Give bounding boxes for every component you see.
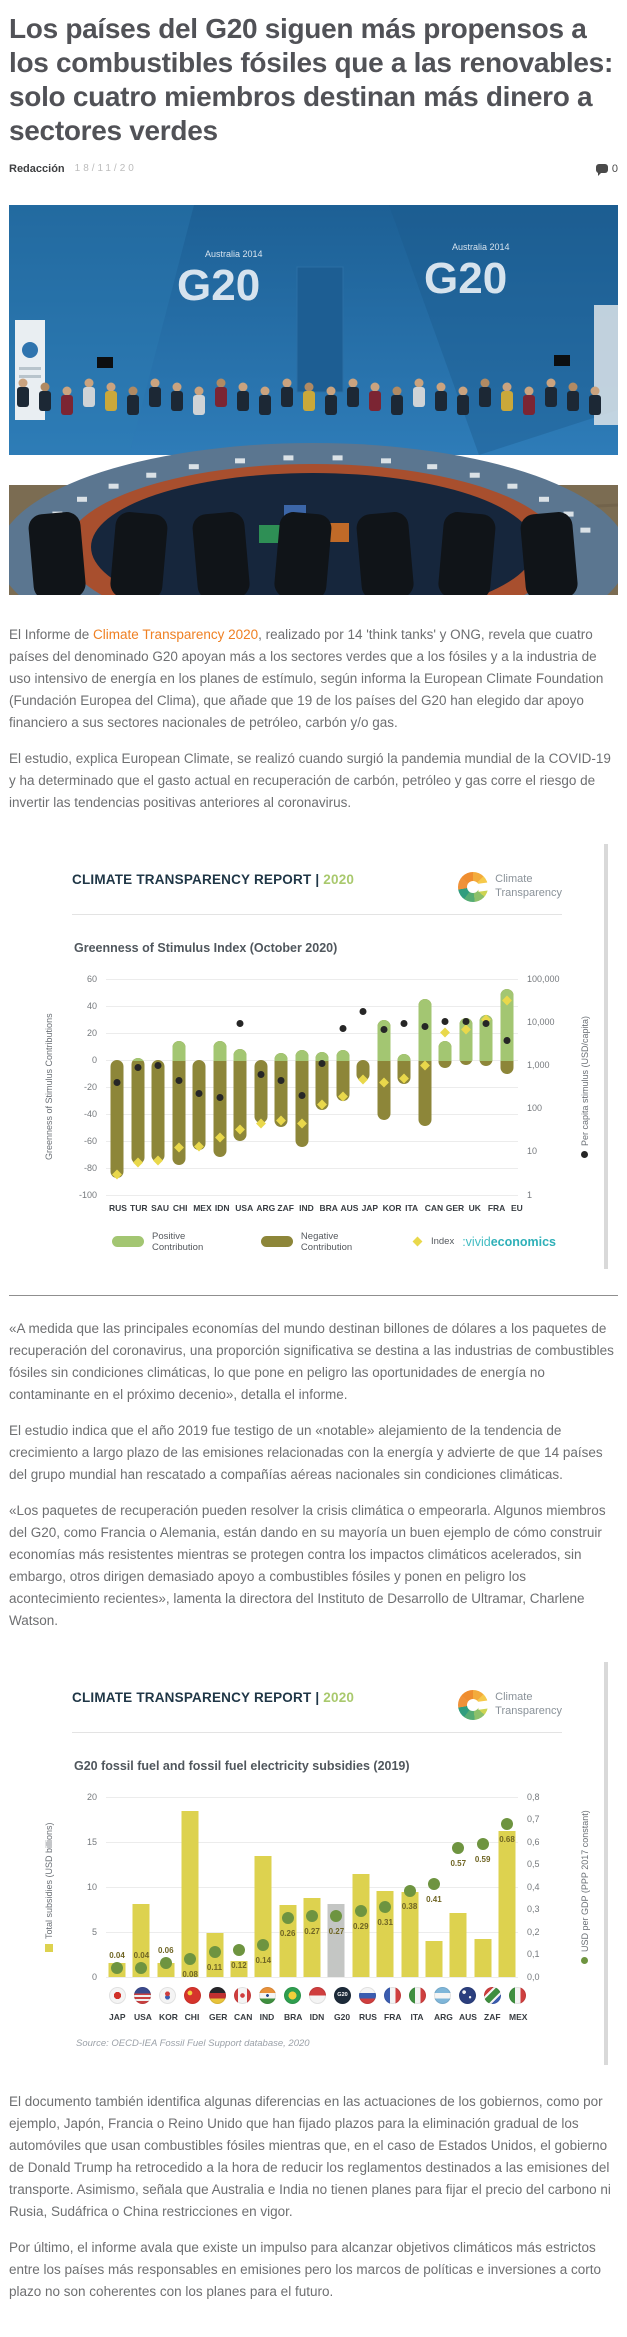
publish-date: 18/11/20 [74,163,137,175]
flag-cell [109,1987,125,2004]
flag-cell [234,1987,250,2004]
gdp-ratio-dot [477,1838,489,1850]
bar-columns [106,979,518,1195]
y-axis-label-right: USD per GDP (PPP 2017 constant) [580,1797,590,1977]
svg-text:G20: G20 [424,253,508,303]
climate-transparency-logo [458,1690,562,1720]
subsidy-bar [474,1939,491,1977]
per-capita-dot [196,1090,203,1097]
contribution-bar [377,1020,390,1120]
x-axis-label: ZAF [484,2011,501,2022]
paragraph-text: , realizado por 14 'think tanks' y ONG, revela que cuatro países del denominado G20 apoyan más a los sectores verdes que a los fósiles y a la industria de uso intensivo de energía en los planes de estímulo, según informa la European Climate Foundation (Fundación Europea del Clima), que añade que 19 de los países del G20 han elegido dar apoyo financiero a sus sectores nacionales de petróleo, carbón y/o gas. [9,626,604,730]
bar-column-CAN [231,1797,247,1977]
y-axis-tick: 100,000 [527,973,560,984]
gdp-ratio-dot [501,1818,513,1830]
gdp-ratio-dot [282,1912,294,1924]
per-capita-dot [155,1062,162,1069]
bar-columns [106,1797,518,1977]
bar-column-G20 [328,1797,344,1977]
bar-column-ITA [402,1797,418,1977]
x-axis-labels [106,2012,528,2022]
positive-bar [131,1058,144,1060]
flag-ger-icon [209,1987,226,2004]
climate-transparency-link[interactable]: Climate Transparency 2020 [93,626,259,642]
x-axis-label: MEX [193,1202,212,1213]
y-axis-tick: 60 [86,973,97,984]
paragraph-4: El estudio indica que el año 2019 fue testigo de un «notable» alejamiento de la tendencia de crecimiento a largo plazo de las emisiones relacionadas con la energía y advierte de que 14 países del grupo mundial han rescatado a compañías aéreas nacionales sin condiciones climáticas. [9,1422,603,1482]
x-axis-label: ARG [434,2011,453,2022]
bar-column-JAP [355,979,371,1195]
climate-transparency-logo-text: Climate Transparency [495,1690,562,1717]
bar-column-RUS [109,979,125,1195]
flag-usa-icon [134,1987,151,2004]
paragraph-text: El Informe de [9,626,94,642]
x-axis-label: ITA [405,1202,419,1213]
bar-column-FRA [478,979,494,1195]
gdp-ratio-value: 0.04 [109,1950,125,1960]
report-header [72,872,562,915]
x-axis-label: ITA [410,2011,424,2022]
x-axis-label: TUR [130,1202,148,1213]
per-capita-dot [421,1023,428,1030]
x-axis-label: G20 [334,2011,351,2022]
x-axis-label: RUS [109,1202,127,1213]
subsidy-bar [425,1941,442,1977]
gdp-ratio-value: 0.14 [255,1956,272,1966]
flag-idn-icon [309,1987,326,2004]
bar-column-CAN [417,979,433,1195]
paragraph-1 [9,624,618,734]
flag-cell [384,1987,400,2004]
per-capita-dot [360,1008,367,1015]
y-axis-tick: 0 [91,1054,97,1065]
y-axis-tick: 10 [527,1146,538,1157]
contribution-bar [193,1060,206,1150]
bar-column-ARG [426,1797,442,1977]
gdp-ratio-value: 0.26 [279,1929,296,1939]
gdp-ratio-dot [209,1946,221,1958]
svg-text:Australia 2014: Australia 2014 [205,248,263,259]
per-capita-dot-icon [582,1151,589,1158]
positive-bar [234,1049,247,1061]
y-axis-label-left: Total subsidies (USD billions) [44,1797,54,1977]
y-axis-tick: 20 [86,1791,97,1802]
gdp-ratio-dot [135,1962,147,1974]
flag-g20-icon: G20 [334,1987,351,2004]
x-axis-label: ARG [256,1202,276,1213]
y-axis-tick: 0,7 [527,1814,540,1825]
y-axis-tick: 0,3 [527,1904,540,1915]
per-capita-dot [216,1094,223,1101]
bar-column-AUS [335,979,351,1195]
flag-cell [134,1987,150,2004]
positive-bar [439,1041,452,1061]
contribution-bar [295,1050,308,1147]
negative-legend-icon [261,1236,293,1247]
flag-ind-icon [259,1987,276,2004]
svg-text:Australia 2014: Australia 2014 [452,241,510,252]
bar-column-UK [458,979,474,1195]
y-axis-tick: -20 [83,1081,97,1092]
bar-column-GER [437,979,453,1195]
photo-wall [9,205,618,455]
x-axis-label: AUS [340,1202,359,1213]
bar-column-JAP [109,1797,125,1977]
y-axis-tick: 0,4 [527,1881,540,1892]
per-capita-dot [339,1025,346,1032]
bar-column-KOR [376,979,392,1195]
y-axis-tick: 1,000 [527,1060,550,1071]
per-capita-dot [134,1064,141,1071]
paragraph-3: «A medida que las principales economías del mundo destinan billones de dólares a los paquetes de recuperación del coronavirus, una proporción significativa se destina a las industrias de combustibles fósiles sin condiciones climáticas, lo que pone en peligro las oportunidades de energía no contaminante en el próximo decenio», detalla el informe. [9,1320,614,1402]
x-axis-label: KOR [382,1202,402,1213]
bar-column-MEX [191,979,207,1195]
y-axis-tick: 0,2 [527,1926,540,1937]
flag-cell [484,1987,500,2004]
per-capita-dot [114,1079,121,1086]
author: Redacción [9,162,65,175]
flag-cell [259,1987,275,2004]
chart-title: G20 fossil fuel and fossil fuel electricity subsidies (2019) [74,1758,410,1773]
bar-column-AUS [450,1797,466,1977]
greenness-chart-plot [44,973,590,1200]
chart-scrollbar[interactable] [604,844,608,1269]
y-axis-tick: 40 [86,1000,97,1011]
bar-column-IND [294,979,310,1195]
contribution-bar [439,1041,452,1068]
per-capita-dot [462,1018,469,1025]
bar-column-GER [207,1797,223,1977]
y-axis-tick: -40 [83,1108,97,1119]
gdp-ratio-dot [160,1957,172,1969]
bar-column-ARG [253,979,269,1195]
flag-mex-icon [509,1987,526,2004]
bar-column-ITA [396,979,412,1195]
y-axis-tick: 0,6 [527,1836,540,1847]
gdp-ratio-dot [404,1885,416,1897]
bar-column-ZAF [475,1797,491,1977]
per-capita-dot [503,1037,510,1044]
page-title: Los países del G20 siguen más propensos a los combustibles fósiles que a las renovables: solo cuatro miembros destinan más dinero a sectores verdes [9,13,613,147]
gdp-ratio-value: 0.27 [328,1926,345,1936]
bar-column-IND [255,1797,271,1977]
y-axis-tick: 1 [527,1189,533,1200]
contribution-bar [254,1060,267,1123]
subsidies-chart-plot [44,1791,590,1982]
index-diamond [440,1028,450,1038]
positive-legend-icon [112,1236,144,1247]
subsidy-bar [450,1913,467,1977]
positive-bar [295,1050,308,1060]
flag-cell [184,1987,200,2004]
paragraph-7: Por último, el informe avala que existe un impulso para alcanzar objetivos climáticos más estrictos entre los países más responsables en emisiones pero los marcos de políticas e inversiones a corto plazo no son coherentes con los planes para el futuro. [9,2239,602,2299]
gdp-ratio-value: 0.38 [401,1902,418,1912]
per-capita-dot [298,1092,305,1099]
gdp-ratio-value: 0.59 [474,1854,491,1864]
y-axis-tick: 20 [86,1027,97,1038]
chart-source: Source: OECD-IEA Fossil Fuel Support database, 2020 [76,2037,310,2049]
gdp-ratio-dot [452,1842,464,1854]
bar-column-CHI [182,1797,198,1977]
flag-cell [359,1987,375,2004]
chart-subsidies-card [36,1662,608,2065]
y-axis-tick: 0 [91,1971,97,1982]
gdp-ratio-value: 0.41 [426,1895,442,1905]
gridline [106,1195,518,1196]
x-axis-label: CAN [234,2011,253,2022]
gdp-ratio-dot [379,1901,391,1913]
x-axis-label: GER [445,1202,465,1213]
x-axis-label: IND [299,1202,314,1213]
per-capita-dot [380,1026,387,1033]
gdp-ratio-value: 0.29 [352,1922,369,1932]
x-axis-labels [106,1203,528,1213]
section-divider [9,1295,618,1296]
x-axis-label: FRA [384,2011,402,2022]
flag-fra-icon [384,1987,401,2004]
flag-rus-icon [359,1987,376,2004]
gdp-dot-icon [582,1957,589,1964]
y-axis-tick: 5 [91,1926,97,1937]
flag-can-icon [234,1987,251,2004]
positive-bar [398,1054,411,1060]
flag-cell [334,1987,350,2004]
x-axis-label: BRA [319,1202,338,1213]
climate-transparency-logo-icon [458,872,488,902]
flag-jap-icon [109,1987,126,2004]
flag-cell [509,1987,525,2004]
flag-cell [409,1987,425,2004]
y-axis-tick: -100 [78,1189,97,1200]
y-axis-tick: 100 [527,1103,543,1114]
report-title-text: CLIMATE TRANSPARENCY REPORT | [72,871,320,887]
x-axis-label: AUS [459,2011,477,2022]
bar-column-IDN [304,1797,320,1977]
y-axis-tick: 10,000 [527,1016,555,1027]
gdp-ratio-dot [184,1953,196,1965]
per-capita-dot [237,1020,244,1027]
chart-legend [112,1231,556,1253]
positive-bar [172,1041,185,1061]
gdp-ratio-dot [111,1962,123,1974]
article-photo [9,205,618,600]
chart-scrollbar[interactable] [604,1662,608,2065]
flag-cell [434,1987,450,2004]
per-capita-dot [442,1018,449,1025]
x-axis-label: KOR [159,2011,178,2022]
x-axis-label: CAN [424,1202,444,1213]
report-header [72,1690,562,1733]
comment-bubble-icon [596,164,608,173]
legend-label: Positive Contribution [152,1230,204,1253]
gdp-ratio-value: 0.04 [133,1950,150,1960]
x-axis-label: IDN [309,2011,325,2022]
bar-column-ZAF [273,979,289,1195]
paragraph-5: «Los paquetes de recuperación pueden resolver la crisis climática o empeorarla. Algunos miembros del G20, como Francia o Alemania, están dando en su mayoría un buen ejemplo de cómo construir economías más resistentes mientras se protegen contra los impactos climáticos acelerados, sin embargo, otros dirigen demasiado apoyo a combustibles fósiles y ponen en peligro los acontecimiento recientes», lamenta la directora del Instituto de Desarrollo de Ultramar, Charlene Watson. [9,1502,606,1628]
flag-bra-icon [284,1987,301,2004]
bar-column-BRA [314,979,330,1195]
x-axis-label: JAP [109,2011,126,2022]
per-capita-dot [401,1020,408,1027]
gdp-ratio-value: 0.27 [304,1926,320,1936]
bar-column-EU [499,979,515,1195]
bar-column-RUS [353,1797,369,1977]
per-capita-dot [483,1020,490,1027]
climate-transparency-logo-icon [458,1690,488,1720]
gdp-ratio-value: 0.12 [231,1960,247,1970]
x-axis-label: BRA [284,2011,303,2022]
per-capita-dot [175,1077,182,1084]
y-axis-label-left: Greenness of Stimulus Contributions [44,1013,54,1160]
subsidies-legend-icon [45,1943,53,1951]
comments-count: 0 [611,162,618,175]
y-axis-tick: -80 [83,1162,97,1173]
positive-bar [275,1053,288,1061]
flag-arg-icon [434,1987,451,2004]
country-flags-row [106,1987,528,2004]
legend-label: Negative Contribution [300,1230,353,1253]
contribution-bar [111,1060,124,1179]
climate-transparency-logo-text: Climate Transparency [495,872,562,899]
flag-cell [309,1987,325,2004]
flag-cell [284,1987,300,2004]
report-title-text: CLIMATE TRANSPARENCY REPORT | [72,1689,320,1705]
contribution-bar [152,1060,165,1163]
bar-column-CHI [171,979,187,1195]
report-year: 2020 [323,871,355,887]
report-title [72,872,354,887]
gdp-ratio-dot [233,1944,245,1956]
bar-column-FRA [377,1797,393,1977]
flag-cell [159,1987,175,2004]
x-axis-label: SAU [151,1202,170,1213]
x-axis-label: ZAF [277,1202,294,1213]
x-axis-label: EU [510,1202,523,1213]
gdp-ratio-value: 0.06 [157,1946,174,1956]
x-axis-label: MEX [509,2011,528,2022]
legend-label: Index [430,1236,455,1248]
positive-bar [316,1052,329,1061]
x-axis-label: CHI [184,2011,200,2022]
per-capita-dot [319,1060,326,1067]
flag-chi-icon [184,1987,201,2004]
flag-cell [209,1987,225,2004]
chart-greenness-card [36,844,608,1269]
comments-link[interactable] [596,163,618,175]
bar-column-KOR [158,1797,174,1977]
y-axis-tick: -60 [83,1135,97,1146]
bar-column-SAU [150,979,166,1195]
x-axis-label: RUS [359,2011,377,2022]
climate-transparency-logo [458,872,562,902]
positive-bar [213,1041,226,1061]
gdp-ratio-value: 0.57 [450,1859,467,1869]
gdp-ratio-value: 0.11 [206,1962,223,1972]
paragraph-2: El estudio, explica European Climate, se realizó cuando surgió la pandemia mundial de la COVID-19 y ha determinado que el gasto actual en recuperación de carbón, petróleo y gas corre el riesgo de invertir las tendencias positivas anteriores al coronavirus. [9,750,611,810]
positive-bar [336,1050,349,1060]
index-legend-icon [413,1237,423,1247]
x-axis-label: USA [134,2011,152,2022]
gdp-ratio-value: 0.68 [499,1834,515,1844]
vivideconomics-logo: :vivideconomics [462,1234,556,1249]
x-axis-label: JAP [361,1202,379,1213]
y-axis-tick: 0,8 [527,1791,540,1802]
positive-bar [418,999,431,1061]
gdp-ratio-dot [306,1910,318,1922]
flag-kor-icon [159,1987,176,2004]
bar-column-USA [133,1797,149,1977]
x-axis-label: CHI [172,1202,188,1213]
flag-cell [459,1987,475,2004]
gdp-ratio-value: 0.08 [182,1969,198,1979]
chart-title: Greenness of Stimulus Index (October 2020) [74,940,338,955]
bar-column-BRA [280,1797,296,1977]
per-capita-dot [278,1077,285,1084]
report-year: 2020 [323,1689,355,1705]
gdp-ratio-dot [428,1878,440,1890]
contribution-bar [131,1058,144,1163]
svg-text:G20: G20 [177,260,261,310]
y-axis-tick: 0,1 [527,1949,540,1960]
gdp-ratio-dot [355,1905,367,1917]
gridline [106,1977,518,1978]
gdp-ratio-dot [257,1939,269,1951]
bar-column-MEX [499,1797,515,1977]
x-axis-label: GER [209,2011,228,2022]
bar-column-USA [232,979,248,1195]
flag-zaf-icon [484,1987,501,2004]
subsidy-bar [499,1831,516,1977]
y-axis-tick: 0,0 [527,1971,540,1982]
x-axis-label: IDN [214,1202,230,1213]
x-axis-label: UK [468,1202,481,1213]
y-axis-tick: 15 [86,1836,97,1847]
gdp-ratio-dot [330,1910,342,1922]
bar-column-IDN [212,979,228,1195]
gdp-ratio-value: 0.31 [377,1917,393,1927]
x-axis-label: FRA [487,1202,506,1213]
bar-column-TUR [130,979,146,1195]
flag-aus-icon [459,1987,476,2004]
paragraph-6: El documento también identifica algunas diferencias en las actuaciones de los gobiernos, como por ejemplo, Japón, Francia o Reino Unido que han fijado plazos para la eliminación gradual de los automóviles que usan combustibles fósiles mientras que, en el caso de Estados Unidos, el gobierno de Donald Trump ha retrocedido a la hora de reducir los reglamentos destinados a las emisiones del transporte. Asimismo, señala que Australia e India no tienen planes para fijar el precio del carbono ni Rusia, Sudáfrica o China restricciones en vigor. [9,2093,611,2219]
x-axis-label: IND [259,2011,275,2022]
x-axis-label: USA [235,1202,254,1213]
report-title [72,1690,354,1705]
y-axis-label-right: Per capita stimulus (USD/capita) [580,979,590,1195]
flag-ita-icon [409,1987,426,2004]
y-axis-tick: 0,5 [527,1859,540,1870]
y-axis-tick: 10 [86,1881,97,1892]
byline [9,163,618,175]
per-capita-dot [257,1071,264,1078]
